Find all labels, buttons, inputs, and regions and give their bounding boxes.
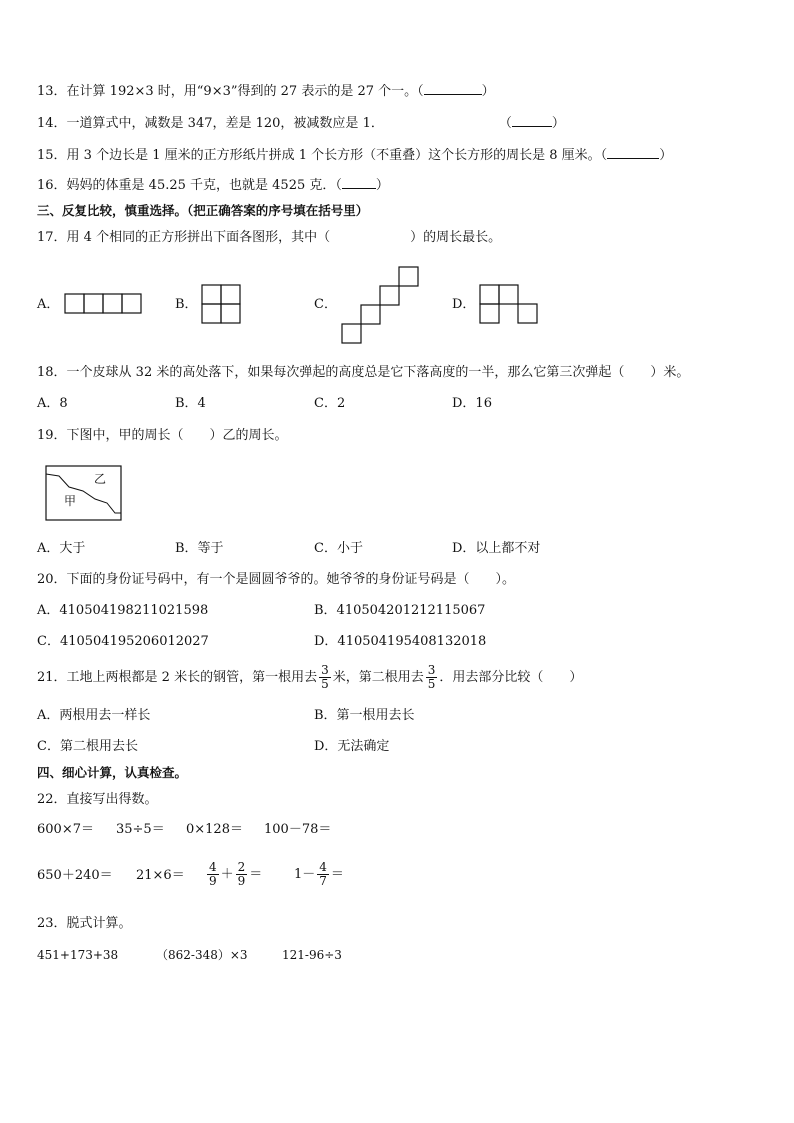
q23-item-2: （862-348）×3 <box>156 948 248 962</box>
q22-calc-8: 1－ $\frac{4}{7}$ ＝ <box>294 860 344 888</box>
q22-calc-1: 600×7＝ <box>37 822 94 837</box>
q16-close: ） <box>375 178 389 193</box>
q22-fraction-b: $\frac{2}{9}$ <box>237 860 246 888</box>
q20-option-a[interactable]: A．410504198211021598 <box>37 603 209 618</box>
q17-option-d-label[interactable]: D． <box>452 297 476 312</box>
figure-b-square <box>201 284 243 326</box>
answer-blank[interactable] <box>512 114 552 127</box>
q17-option-c-label[interactable]: C． <box>314 297 337 312</box>
q17-option-a-label[interactable]: A． <box>37 297 60 312</box>
question-14 <box>37 114 565 133</box>
section-4-heading: 四、细心计算，认真检查。 <box>37 765 188 780</box>
q17-tail: ）的周长最长。 <box>410 230 502 245</box>
q18-option-a[interactable]: A．8 <box>37 396 68 411</box>
question-17 <box>37 229 501 247</box>
q23-item-3: 121-96÷3 <box>282 948 342 962</box>
question-20: 20．下面的身份证号码中，有一个是圆圆爷爷的。她爷爷的身份证号码是（ ）。 <box>37 572 516 587</box>
question-19: 19．下图中，甲的周长（ ）乙的周长。 <box>37 428 288 443</box>
question-15 <box>37 146 672 165</box>
q21-pre: 21．工地上两根都是 2 米长的钢管，第一根用去 <box>37 670 318 685</box>
q13-text: 13．在计算 192×3 时，用“9×3”得到的 27 表示的是 27 个一。（ <box>37 84 424 99</box>
q19-label-yi: 乙 <box>94 472 107 486</box>
q22-calc-2: 35÷5＝ <box>116 822 165 837</box>
question-21 <box>37 660 582 696</box>
q19-option-d[interactable]: D．以上都不对 <box>452 541 541 556</box>
q13-close: ） <box>481 84 495 99</box>
q21-option-d[interactable]: D．无法确定 <box>314 739 390 754</box>
q21-option-c[interactable]: C．第二根用去长 <box>37 739 138 754</box>
figure-a-row <box>64 293 142 315</box>
q14-close: ） <box>551 116 565 131</box>
figure-c-staircase <box>341 266 421 346</box>
answer-blank[interactable] <box>607 146 659 159</box>
q21-fraction-2: $\frac{3}{5}$ <box>427 663 436 691</box>
q22-calc-7: $\frac{4}{9}$ ＋ $\frac{2}{9}$ ＝ <box>209 860 263 888</box>
q21-option-a[interactable]: A．两根用去一样长 <box>37 708 151 723</box>
q15-text: 15．用 3 个边长是 1 厘米的正方形纸片拼成 1 个长方形（不重叠）这个长方形的周长是 8 厘米。（ <box>37 148 608 163</box>
q19-figure-rectangle <box>45 465 123 522</box>
q21-option-b[interactable]: B．第一根用去长 <box>314 708 415 723</box>
q20-option-d[interactable]: D．410504195408132018 <box>314 634 487 649</box>
q18-option-b[interactable]: B．4 <box>175 396 206 411</box>
figure-d-shape <box>479 284 541 326</box>
answer-blank[interactable] <box>342 176 376 189</box>
question-23: 23．脱式计算。 <box>37 916 132 931</box>
q14-open: （ <box>498 116 512 131</box>
q22-calc-5: 650＋240＝ <box>37 868 113 883</box>
q23-item-1: 451+173+38 <box>37 948 119 962</box>
q21-mid: 米，第二根用去 <box>332 670 424 685</box>
q18-option-d[interactable]: D．16 <box>452 396 492 411</box>
q19-label-jia: 甲 <box>64 494 77 508</box>
q20-option-b[interactable]: B．410504201212115067 <box>314 603 486 618</box>
q19-option-a[interactable]: A．大于 <box>37 541 86 556</box>
q22-fraction-a: $\frac{4}{9}$ <box>209 860 217 888</box>
q14-text: 14．一道算式中，减数是 347，差是 120，被减数应是 1． <box>37 116 384 131</box>
question-13 <box>37 82 495 101</box>
q17-text: 17．用 4 个相同的正方形拼出下面各图形，其中（ <box>37 230 331 245</box>
q22-calc-3: 0×128＝ <box>186 822 243 837</box>
q21-post: ．用去部分比较（ ） <box>439 670 583 685</box>
q21-fraction-1: $\frac{3}{5}$ <box>321 663 329 691</box>
section-3-heading: 三、反复比较，慎重选择。（把正确答案的序号填在括号里） <box>37 203 369 218</box>
q22-calc-6: 21×6＝ <box>136 868 185 883</box>
q15-close: ） <box>659 148 673 163</box>
q17-option-b-label[interactable]: B． <box>175 297 198 312</box>
q19-option-c[interactable]: C．小于 <box>314 541 363 556</box>
q16-text: 16．妈妈的体重是 45.25 千克，也就是 4525 克．（ <box>37 178 342 193</box>
q19-option-b[interactable]: B．等于 <box>175 541 224 556</box>
question-18: 18．一个皮球从 32 米的高处落下，如果每次弹起的高度总是它下落高度的一半，那么它第三次弹起（ ）米。 <box>37 365 690 380</box>
q22-calc-4: 100－78＝ <box>264 822 332 837</box>
q20-option-c[interactable]: C．410504195206012027 <box>37 634 209 649</box>
q18-option-c[interactable]: C．2 <box>314 396 346 411</box>
answer-blank[interactable] <box>424 82 482 95</box>
q22-fraction-c: $\frac{4}{7}$ <box>319 860 327 888</box>
question-22: 22．直接写出得数。 <box>37 792 158 807</box>
question-16 <box>37 176 389 195</box>
